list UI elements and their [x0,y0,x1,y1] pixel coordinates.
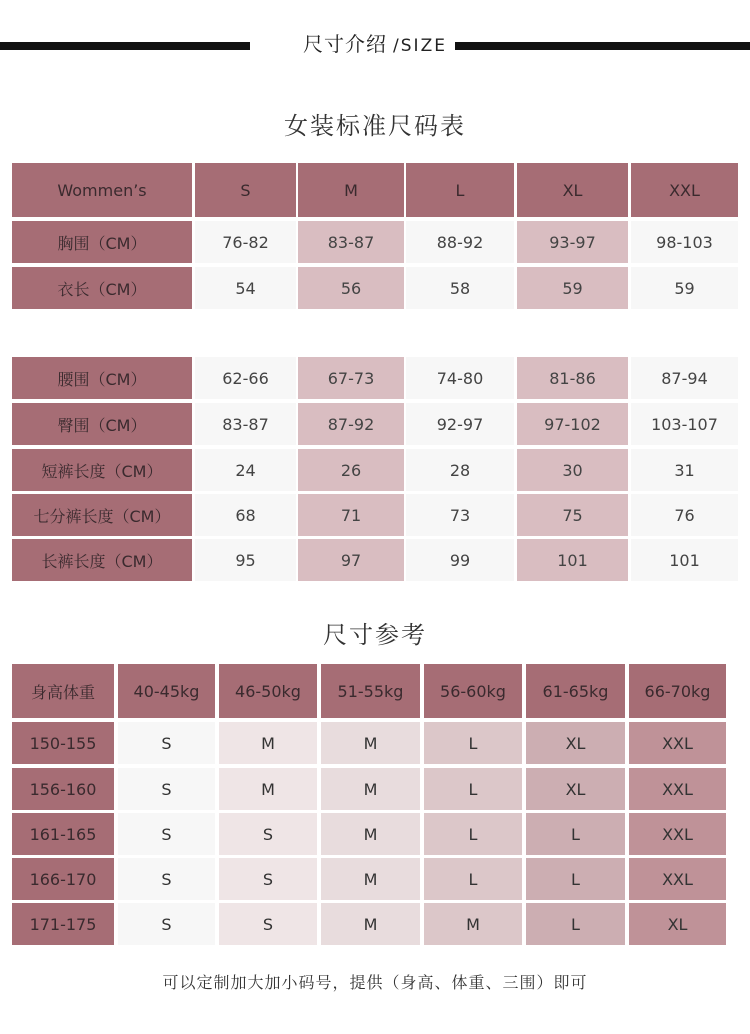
table2-cell: 71 [298,494,404,536]
table1-column-header: XXL [631,163,738,217]
table2-cell: 87-94 [631,357,738,399]
table3-cell: S [219,858,317,900]
table3-cell: M [219,722,317,764]
table2-cell: 83-87 [195,403,296,445]
table3-row-label: 161-165 [12,813,114,855]
footer-note: 可以定制加大加小码号，提供（身高、体重、三围）即可 [162,973,588,992]
table3-cell: XL [526,722,625,764]
table1-column-header: XL [517,163,628,217]
table1-cell: 59 [517,267,628,309]
table3-cell: L [424,858,522,900]
table2-cell: 101 [517,539,628,581]
table3-row-label: 171-175 [12,903,114,945]
table2-cell: 99 [406,539,514,581]
table2-cell: 97 [298,539,404,581]
table3-cell: M [219,768,317,810]
table2-row-label: 短裤长度（CM） [12,449,192,491]
table3-cell: S [118,903,215,945]
table3-column-header: 51-55kg [321,664,420,718]
table2-cell: 62-66 [195,357,296,399]
table2-row-label: 长裤长度（CM） [12,539,192,581]
table1-row-label: 胸围（CM） [12,221,192,263]
table1-column-header: L [406,163,514,217]
table3-corner-header: 身高体重 [12,664,114,718]
table3-cell: XXL [629,722,726,764]
table2-row-label: 腰围（CM） [12,357,192,399]
table3-column-header: 61-65kg [526,664,625,718]
table2-cell: 74-80 [406,357,514,399]
header-title [0,28,750,57]
table3-cell: L [526,858,625,900]
table2-cell: 101 [631,539,738,581]
table1-cell: 59 [631,267,738,309]
table2-cell: 73 [406,494,514,536]
table1-corner-header: Wommen’s [12,163,192,217]
header-size-label: /SIZE [393,36,447,56]
table3-row-label: 156-160 [12,768,114,810]
table3-row-label: 150-155 [12,722,114,764]
table3-cell: L [526,813,625,855]
table2-cell: 95 [195,539,296,581]
table2-cell: 81-86 [517,357,628,399]
table1-row-label: 衣长（CM） [12,267,192,309]
table3-cell: L [424,768,522,810]
table3-cell: S [118,722,215,764]
table2-cell: 26 [298,449,404,491]
table3-column-header: 66-70kg [629,664,726,718]
table1-column-header: M [298,163,404,217]
table3-cell: L [526,903,625,945]
table3-cell: M [321,858,420,900]
table3-cell: XL [629,903,726,945]
table2-cell: 67-73 [298,357,404,399]
table3-cell: S [118,813,215,855]
table2-cell: 75 [517,494,628,536]
table1-column-header: S [195,163,296,217]
table2-cell: 92-97 [406,403,514,445]
table1-title: 女装标准尺码表 [284,112,466,140]
table3-cell: XXL [629,768,726,810]
table3-cell: XXL [629,813,726,855]
table3-cell: XL [526,768,625,810]
table1-cell: 54 [195,267,296,309]
table3-cell: XXL [629,858,726,900]
table3-cell: S [118,858,215,900]
header-title-text: 尺寸介绍 [303,32,388,56]
table1-cell: 93-97 [517,221,628,263]
table3-cell: M [321,903,420,945]
table2-cell: 28 [406,449,514,491]
table3-cell: S [219,813,317,855]
table1-cell: 76-82 [195,221,296,263]
table1-cell: 88-92 [406,221,514,263]
table2-cell: 30 [517,449,628,491]
table3-column-header: 46-50kg [219,664,317,718]
table3-column-header: 56-60kg [424,664,522,718]
table2-cell: 103-107 [631,403,738,445]
table1-cell: 83-87 [298,221,404,263]
table2-row-label: 臀围（CM） [12,403,192,445]
table2-cell: 24 [195,449,296,491]
table3-cell: M [321,722,420,764]
table1-cell: 98-103 [631,221,738,263]
table2-row-label: 七分裤长度（CM） [12,494,192,536]
table3-cell: S [219,903,317,945]
table1-cell: 56 [298,267,404,309]
table3-title: 尺寸参考 [323,621,427,649]
table3-cell: M [424,903,522,945]
table3-cell: L [424,722,522,764]
table2-cell: 68 [195,494,296,536]
table1-cell: 58 [406,267,514,309]
table2-cell: 87-92 [298,403,404,445]
table3-cell: S [118,768,215,810]
table3-cell: M [321,768,420,810]
table3-cell: M [321,813,420,855]
table2-cell: 97-102 [517,403,628,445]
table2-cell: 76 [631,494,738,536]
table3-cell: L [424,813,522,855]
table3-column-header: 40-45kg [118,664,215,718]
table2-cell: 31 [631,449,738,491]
table3-row-label: 166-170 [12,858,114,900]
